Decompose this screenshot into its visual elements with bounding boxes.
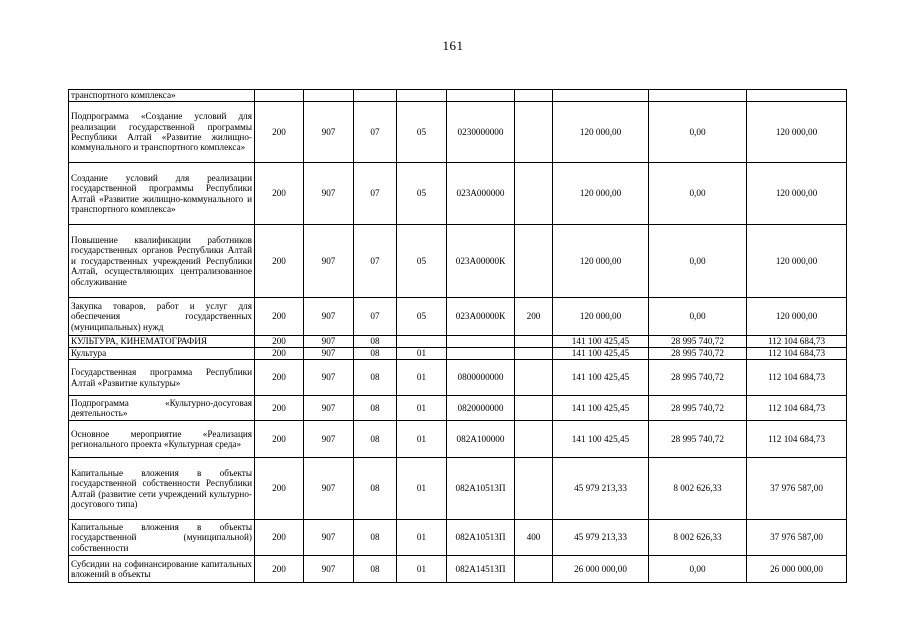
cell-grbs: 200 bbox=[255, 298, 304, 336]
cell-change bbox=[649, 90, 747, 102]
cell-ved: 907 bbox=[304, 225, 354, 298]
cell-csr: 023А00000К bbox=[447, 225, 515, 298]
cell-csr: 0230000000 bbox=[447, 102, 515, 163]
cell-total: 112 104 684,73 bbox=[747, 360, 847, 396]
cell-rz: 07 bbox=[354, 298, 397, 336]
cell-change: 8 002 626,33 bbox=[649, 520, 747, 556]
cell-change: 0,00 bbox=[649, 102, 747, 163]
cell-total: 112 104 684,73 bbox=[747, 348, 847, 360]
cell-rz: 08 bbox=[354, 348, 397, 360]
cell-name: Повышение квалификации работников государственных органов Республики Алтай и государственных учреждений Республики Алтай, осуществляющих централизованное обслуживание bbox=[69, 225, 255, 298]
cell-csr bbox=[447, 348, 515, 360]
cell-name: Культура bbox=[69, 348, 255, 360]
page-number: 161 bbox=[442, 38, 464, 53]
cell-sum bbox=[553, 90, 649, 102]
cell-vr bbox=[515, 421, 553, 458]
cell-ved bbox=[304, 90, 354, 102]
cell-pr: 01 bbox=[397, 458, 447, 520]
cell-pr: 01 bbox=[397, 348, 447, 360]
cell-grbs: 200 bbox=[255, 102, 304, 163]
table-row bbox=[69, 298, 847, 336]
cell-csr: 082А10513П bbox=[447, 458, 515, 520]
cell-ved: 907 bbox=[304, 556, 354, 583]
table-row bbox=[69, 225, 847, 298]
cell-vr bbox=[515, 336, 553, 348]
cell-change: 0,00 bbox=[649, 163, 747, 225]
cell-ved: 907 bbox=[304, 458, 354, 520]
cell-total: 112 104 684,73 bbox=[747, 421, 847, 458]
cell-sum: 45 979 213,33 bbox=[553, 520, 649, 556]
cell-grbs: 200 bbox=[255, 163, 304, 225]
cell-csr: 0800000000 bbox=[447, 360, 515, 396]
cell-grbs: 200 bbox=[255, 556, 304, 583]
cell-rz: 08 bbox=[354, 458, 397, 520]
cell-pr: 01 bbox=[397, 360, 447, 396]
cell-vr bbox=[515, 102, 553, 163]
cell-ved: 907 bbox=[304, 102, 354, 163]
cell-rz: 08 bbox=[354, 336, 397, 348]
cell-ved: 907 bbox=[304, 360, 354, 396]
cell-name: Подпрограмма «Создание условий для реализации государственной программы Республики Алтай «Развитие жилищно-коммунального и транспортного комплекса» bbox=[69, 102, 255, 163]
table-row bbox=[69, 556, 847, 583]
cell-sum: 45 979 213,33 bbox=[553, 458, 649, 520]
cell-csr: 023А000000 bbox=[447, 163, 515, 225]
cell-name: Подпрограмма «Культурно-досуговая деятельность» bbox=[69, 396, 255, 421]
cell-total: 120 000,00 bbox=[747, 225, 847, 298]
cell-grbs: 200 bbox=[255, 421, 304, 458]
cell-name: КУЛЬТУРА, КИНЕМАТОГРАФИЯ bbox=[69, 336, 255, 348]
cell-rz bbox=[354, 90, 397, 102]
cell-name: Государственная программа Республики Алтай «Развитие культуры» bbox=[69, 360, 255, 396]
table-row bbox=[69, 421, 847, 458]
cell-ved: 907 bbox=[304, 396, 354, 421]
cell-rz: 08 bbox=[354, 556, 397, 583]
cell-total bbox=[747, 90, 847, 102]
cell-name: Капитальные вложения в объекты государственной собственности Республики Алтай (развитие сети учреждений культурно-досугового типа) bbox=[69, 458, 255, 520]
cell-vr bbox=[515, 396, 553, 421]
cell-total: 120 000,00 bbox=[747, 298, 847, 336]
cell-csr: 082А10513П bbox=[447, 520, 515, 556]
cell-rz: 08 bbox=[354, 421, 397, 458]
cell-grbs: 200 bbox=[255, 396, 304, 421]
cell-ved: 907 bbox=[304, 520, 354, 556]
cell-name: Создание условий для реализации государственной программы Республики Алтай «Развитие жилищно-коммунального и транспортного комплекса» bbox=[69, 163, 255, 225]
table-row bbox=[69, 520, 847, 556]
cell-change: 8 002 626,33 bbox=[649, 458, 747, 520]
table-row bbox=[69, 102, 847, 163]
cell-grbs: 200 bbox=[255, 336, 304, 348]
cell-csr bbox=[447, 336, 515, 348]
cell-pr: 05 bbox=[397, 298, 447, 336]
cell-rz: 07 bbox=[354, 163, 397, 225]
cell-total: 37 976 587,00 bbox=[747, 458, 847, 520]
cell-pr: 05 bbox=[397, 102, 447, 163]
table-row bbox=[69, 360, 847, 396]
cell-grbs: 200 bbox=[255, 360, 304, 396]
cell-sum: 141 100 425,45 bbox=[553, 360, 649, 396]
cell-name: Капитальные вложения в объекты государственной (муниципальной) собственности bbox=[69, 520, 255, 556]
cell-name: транспортного комплекса» bbox=[69, 90, 255, 102]
cell-sum: 120 000,00 bbox=[553, 225, 649, 298]
cell-ved: 907 bbox=[304, 336, 354, 348]
cell-vr bbox=[515, 348, 553, 360]
cell-total: 112 104 684,73 bbox=[747, 336, 847, 348]
cell-vr bbox=[515, 90, 553, 102]
cell-ved: 907 bbox=[304, 348, 354, 360]
cell-pr: 01 bbox=[397, 520, 447, 556]
cell-grbs: 200 bbox=[255, 458, 304, 520]
cell-sum: 141 100 425,45 bbox=[553, 396, 649, 421]
cell-vr: 400 bbox=[515, 520, 553, 556]
cell-change: 0,00 bbox=[649, 556, 747, 583]
cell-change: 28 995 740,72 bbox=[649, 396, 747, 421]
cell-change: 0,00 bbox=[649, 225, 747, 298]
cell-csr: 082А14513П bbox=[447, 556, 515, 583]
cell-ved: 907 bbox=[304, 298, 354, 336]
cell-change: 28 995 740,72 bbox=[649, 421, 747, 458]
cell-total: 120 000,00 bbox=[747, 163, 847, 225]
cell-pr: 01 bbox=[397, 556, 447, 583]
cell-sum: 141 100 425,45 bbox=[553, 421, 649, 458]
cell-rz: 08 bbox=[354, 520, 397, 556]
cell-pr: 01 bbox=[397, 421, 447, 458]
cell-pr: 01 bbox=[397, 396, 447, 421]
cell-change: 28 995 740,72 bbox=[649, 336, 747, 348]
table-row bbox=[69, 348, 847, 360]
cell-csr: 023А00000К bbox=[447, 298, 515, 336]
cell-csr bbox=[447, 90, 515, 102]
cell-sum: 141 100 425,45 bbox=[553, 348, 649, 360]
cell-ved: 907 bbox=[304, 163, 354, 225]
cell-vr bbox=[515, 360, 553, 396]
cell-total: 112 104 684,73 bbox=[747, 396, 847, 421]
cell-change: 28 995 740,72 bbox=[649, 348, 747, 360]
cell-pr: 05 bbox=[397, 163, 447, 225]
cell-grbs: 200 bbox=[255, 520, 304, 556]
cell-sum: 26 000 000,00 bbox=[553, 556, 649, 583]
cell-change: 0,00 bbox=[649, 298, 747, 336]
cell-change: 28 995 740,72 bbox=[649, 360, 747, 396]
cell-name: Закупка товаров, работ и услуг для обеспечения государственных (муниципальных) нужд bbox=[69, 298, 255, 336]
cell-sum: 120 000,00 bbox=[553, 102, 649, 163]
cell-rz: 07 bbox=[354, 102, 397, 163]
cell-grbs: 200 bbox=[255, 348, 304, 360]
table-row bbox=[69, 458, 847, 520]
cell-grbs bbox=[255, 90, 304, 102]
cell-pr: 05 bbox=[397, 225, 447, 298]
cell-total: 120 000,00 bbox=[747, 102, 847, 163]
cell-name: Субсидии на софинансирование капитальных вложений в объекты bbox=[69, 556, 255, 583]
table-row bbox=[69, 90, 847, 102]
cell-sum: 120 000,00 bbox=[553, 298, 649, 336]
cell-rz: 08 bbox=[354, 396, 397, 421]
cell-ved: 907 bbox=[304, 421, 354, 458]
cell-vr: 200 bbox=[515, 298, 553, 336]
cell-sum: 120 000,00 bbox=[553, 163, 649, 225]
cell-csr: 082А100000 bbox=[447, 421, 515, 458]
cell-vr bbox=[515, 556, 553, 583]
cell-total: 37 976 587,00 bbox=[747, 520, 847, 556]
cell-sum: 141 100 425,45 bbox=[553, 336, 649, 348]
cell-rz: 08 bbox=[354, 360, 397, 396]
cell-total: 26 000 000,00 bbox=[747, 556, 847, 583]
table-row bbox=[69, 163, 847, 225]
cell-pr bbox=[397, 336, 447, 348]
cell-grbs: 200 bbox=[255, 225, 304, 298]
cell-vr bbox=[515, 225, 553, 298]
cell-vr bbox=[515, 163, 553, 225]
cell-vr bbox=[515, 458, 553, 520]
cell-rz: 07 bbox=[354, 225, 397, 298]
cell-pr bbox=[397, 90, 447, 102]
cell-csr: 0820000000 bbox=[447, 396, 515, 421]
budget-table bbox=[68, 89, 847, 583]
table-row bbox=[69, 336, 847, 348]
table-row bbox=[69, 396, 847, 421]
cell-name: Основное мероприятие «Реализация регионального проекта «Культурная среда» bbox=[69, 421, 255, 458]
